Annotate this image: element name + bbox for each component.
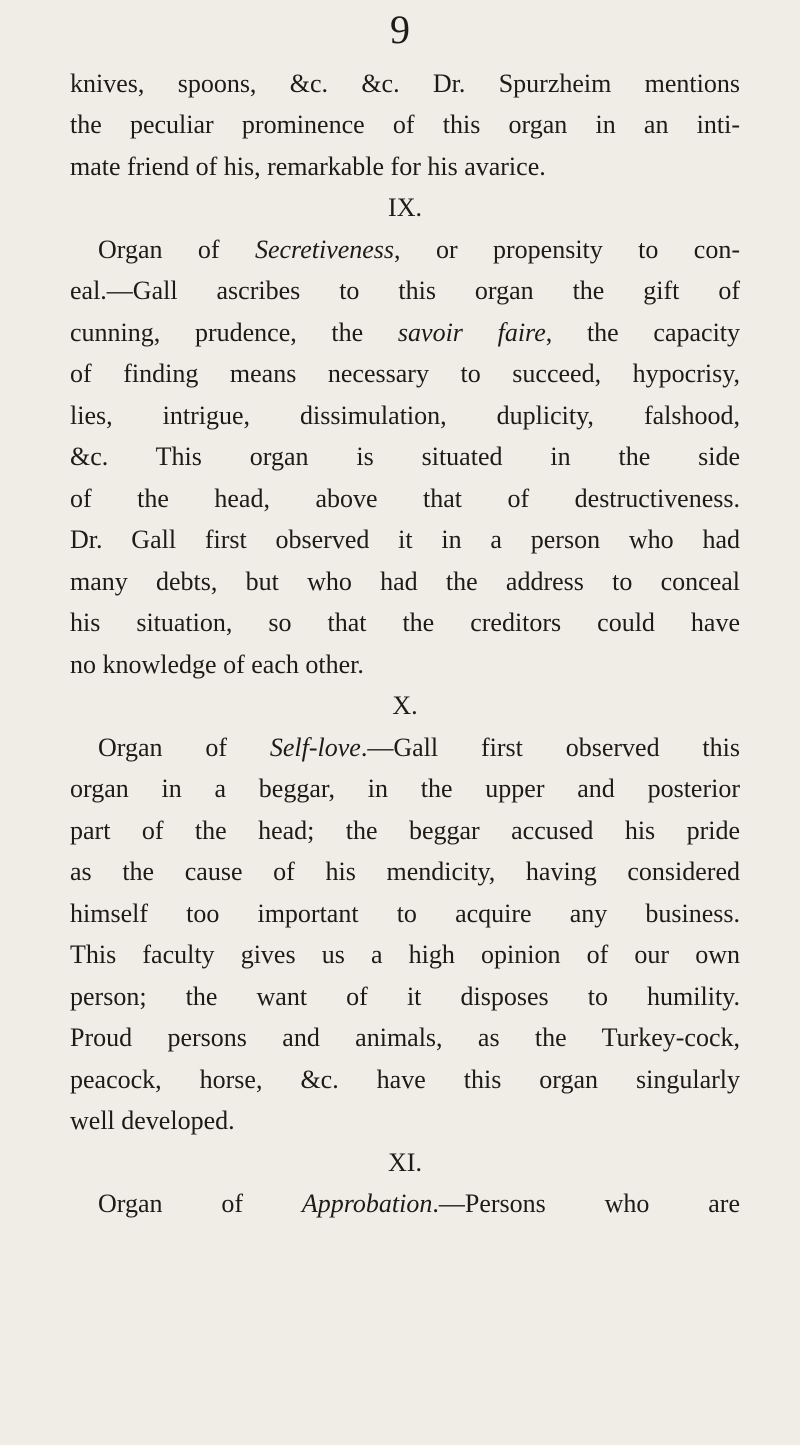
text-line: his situation, so that the creditors could have — [70, 608, 740, 637]
section-heading-xi: XI. — [388, 1148, 422, 1177]
text-line — [70, 230, 740, 270]
text-span: Organ of — [98, 733, 270, 762]
section-heading-ix: IX. — [388, 193, 422, 222]
text-line: Proud persons and animals, as the Turkey-cock, — [70, 1023, 740, 1052]
text-line — [70, 1184, 740, 1224]
page-number: 9 — [390, 7, 410, 52]
text-span: .—Gall first observed this — [360, 733, 740, 762]
organ-name: Self-love — [269, 733, 361, 762]
text-line: &c. This organ is situated in the side — [70, 442, 740, 471]
text-line: knives, spoons, &c. &c. Dr. Spurzheim mentions — [70, 69, 740, 98]
text-span: Organ of — [98, 1189, 302, 1218]
text-line: well developed. — [70, 1106, 235, 1135]
text-line: part of the head; the beggar accused his pride — [70, 816, 740, 845]
text-line: Dr. Gall first observed it in a person who had — [70, 525, 740, 554]
text-line: of the head, above that of destructiveness. — [70, 484, 740, 513]
text-line: many debts, but who had the address to conceal — [70, 567, 740, 596]
text-line: person; the want of it disposes to humility. — [70, 982, 740, 1011]
text-span: cunning, prudence, the — [70, 318, 398, 347]
text-span: , the capacity — [545, 318, 741, 347]
text-span: .—Persons who are — [432, 1189, 740, 1218]
text-line: the peculiar prominence of this organ in an inti- — [70, 110, 740, 139]
text-line: himself too important to acquire any business. — [70, 899, 740, 928]
text-line: no knowledge of each other. — [70, 650, 364, 679]
text-line: organ in a beggar, in the upper and posterior — [70, 774, 740, 803]
text-span: , or propensity to con- — [394, 235, 740, 264]
italic-term: savoir faire — [397, 318, 546, 347]
text-span: Organ of — [98, 235, 255, 264]
text-line: This faculty gives us a high opinion of our own — [70, 940, 740, 969]
text-line — [70, 728, 740, 768]
section-heading-x: X. — [392, 691, 418, 720]
text-line: of finding means necessary to succeed, hypocrisy, — [70, 359, 740, 388]
organ-name: Approbation — [301, 1189, 433, 1218]
text-line: lies, intrigue, dissimulation, duplicity, falshood, — [70, 401, 740, 430]
text-line — [70, 313, 740, 353]
text-line: as the cause of his mendicity, having considered — [70, 857, 740, 886]
organ-name: Secretiveness — [254, 235, 395, 264]
text-line: mate friend of his, remarkable for his avarice. — [70, 152, 546, 181]
text-line: peacock, horse, &c. have this organ singularly — [70, 1065, 740, 1094]
text-line: eal.—Gall ascribes to this organ the gift of — [70, 276, 740, 305]
